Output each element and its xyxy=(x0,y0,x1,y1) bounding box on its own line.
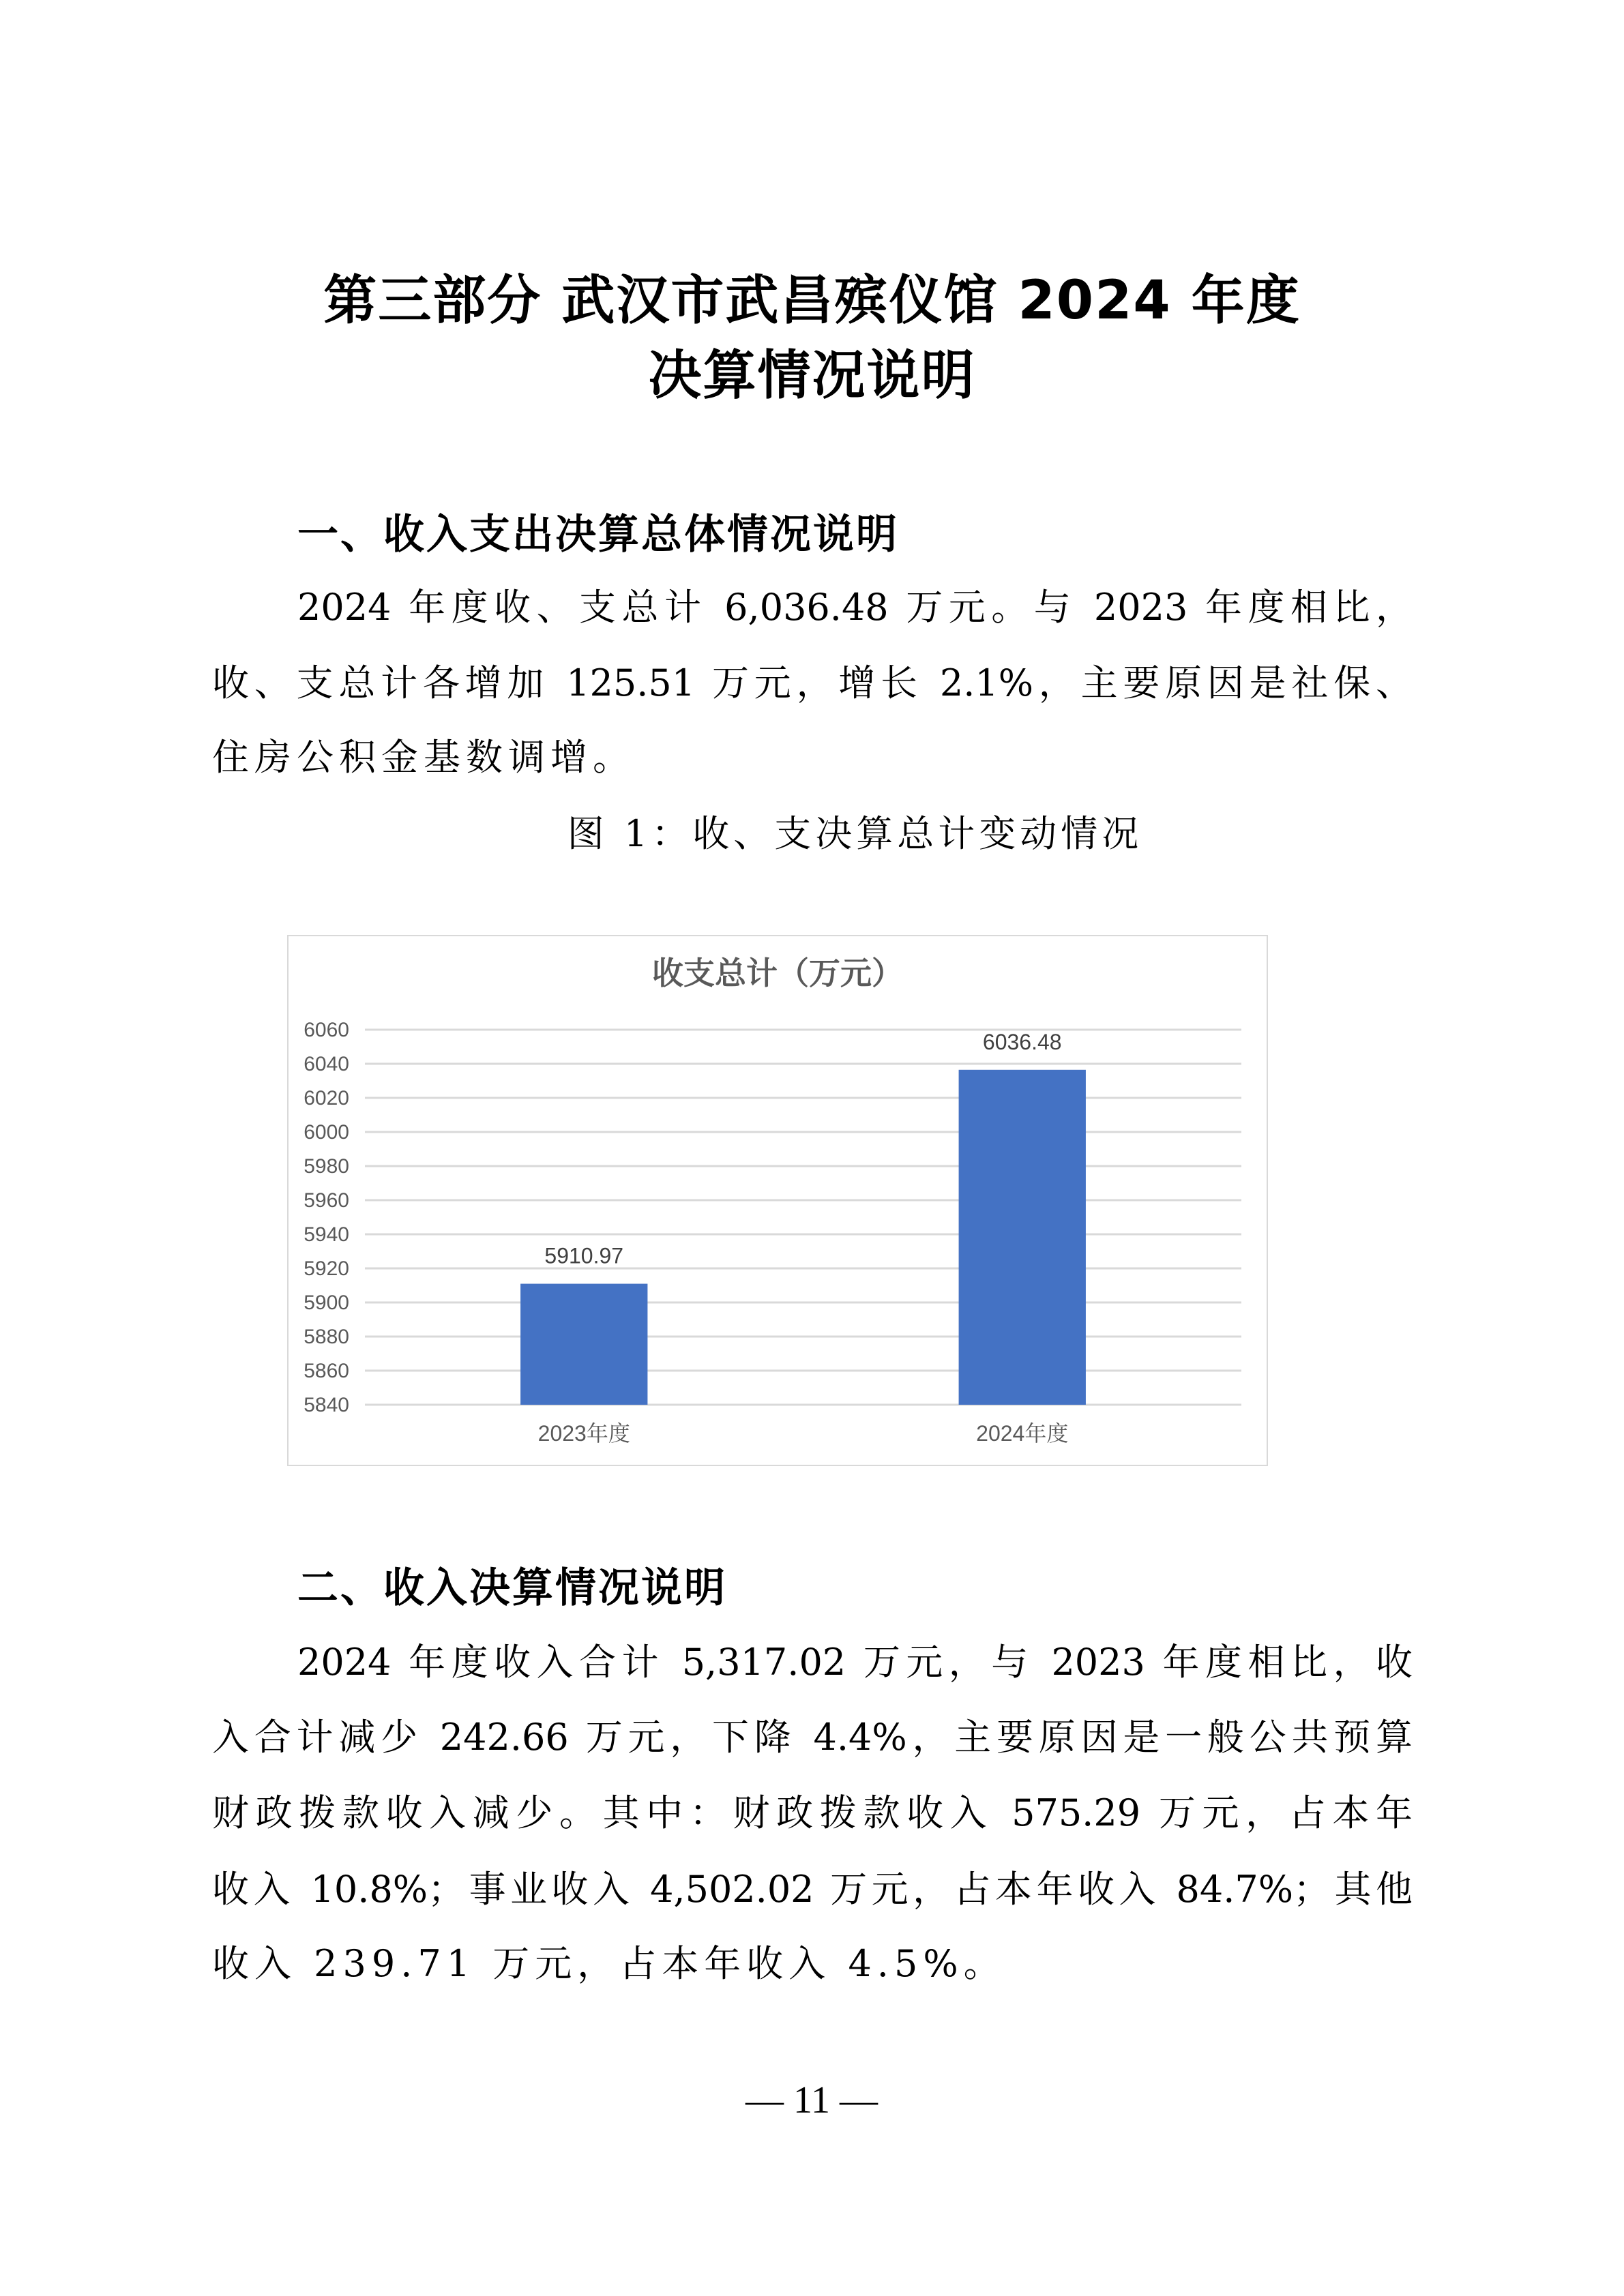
figure-caption: 图 1：收、支决算总计变动情况 xyxy=(567,812,1143,855)
y-tick-label: 6040 xyxy=(304,1053,349,1075)
y-tick-label: 5840 xyxy=(304,1394,349,1416)
bar-chart xyxy=(289,936,1267,1465)
x-axis-labels xyxy=(538,1421,1069,1446)
chart-frame xyxy=(287,935,1268,1466)
y-tick-label: 6000 xyxy=(304,1121,349,1144)
y-axis-ticks xyxy=(304,1019,349,1416)
section-2-line-4: 收入 10.8%；事业收入 4,502.02 万元，占本年收入 84.7%；其他 xyxy=(212,1868,1413,1911)
gridlines xyxy=(365,1030,1241,1405)
y-tick-label: 5860 xyxy=(304,1360,349,1382)
section-2-line-3: 财政拨款收入减少。其中：财政拨款收入 575.29 万元，占本年 xyxy=(212,1791,1413,1834)
data-label: 5910.97 xyxy=(544,1243,624,1268)
bars xyxy=(520,1070,1086,1405)
section-2-heading: 二、收入决算情况说明 xyxy=(297,1564,727,1612)
section-1-line-1: 2024 年度收、支总计 6,036.48 万元。与 2023 年度相比， xyxy=(297,586,1413,629)
section-1-line-3: 住房公积金基数调增。 xyxy=(212,736,635,779)
section-1-heading: 一、收入支出决算总体情况说明 xyxy=(297,511,899,558)
data-label: 6036.48 xyxy=(982,1029,1062,1054)
page-title-line-2: 决算情况说明 xyxy=(648,345,976,406)
section-2-line-5: 收入 239.71 万元，占本年收入 4.5%。 xyxy=(212,1942,1006,1985)
bar-2024年度 xyxy=(959,1070,1086,1405)
x-axis-label: 2024年度 xyxy=(976,1421,1069,1446)
y-tick-label: 5900 xyxy=(304,1292,349,1314)
section-2-line-2: 入合计减少 242.66 万元，下降 4.4%，主要原因是一般公共预算 xyxy=(212,1716,1413,1759)
x-axis-label: 2023年度 xyxy=(537,1421,630,1446)
y-tick-label: 5960 xyxy=(304,1189,349,1212)
section-2-line-1: 2024 年度收入合计 5,317.02 万元，与 2023 年度相比，收 xyxy=(297,1641,1413,1684)
y-tick-label: 6020 xyxy=(304,1087,349,1109)
y-tick-label: 5920 xyxy=(304,1257,349,1280)
y-tick-label: 5940 xyxy=(304,1223,349,1246)
y-tick-label: 5980 xyxy=(304,1155,349,1178)
bar-2023年度 xyxy=(520,1284,647,1405)
page-number: — 11 — xyxy=(745,2079,878,2121)
y-tick-label: 6060 xyxy=(304,1019,349,1041)
section-1-line-2: 收、支总计各增加 125.51 万元，增长 2.1%，主要原因是社保、 xyxy=(212,661,1413,704)
y-tick-label: 5880 xyxy=(304,1326,349,1348)
chart-title: 收支总计（万元） xyxy=(652,955,903,992)
page-title-line-1: 第三部分 武汉市武昌殡仪馆 2024 年度 xyxy=(323,270,1301,331)
